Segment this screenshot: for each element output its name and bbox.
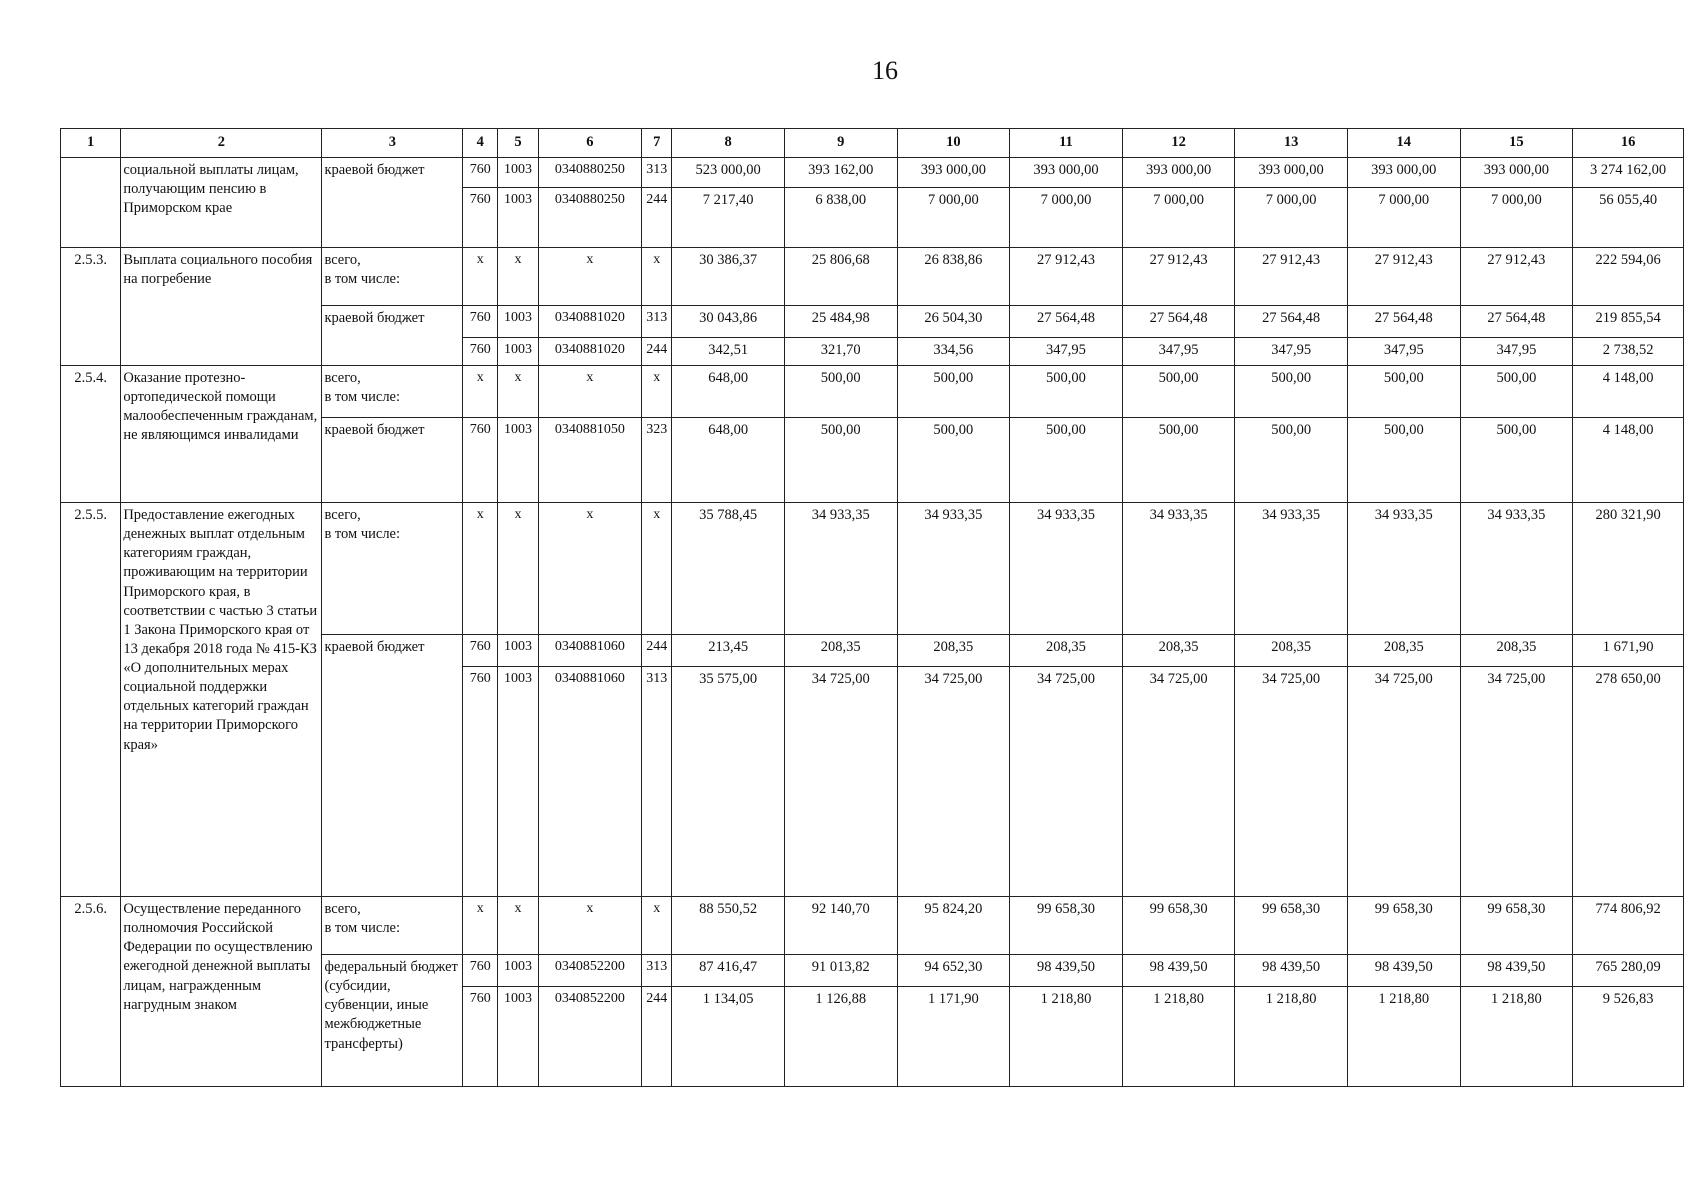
column-header: 2 xyxy=(121,129,322,158)
value-cell: 7 000,00 xyxy=(1010,188,1123,248)
value-cell: 500,00 xyxy=(897,366,1010,418)
value-cell: 34 725,00 xyxy=(1235,667,1348,897)
value-cell: 7 000,00 xyxy=(1460,188,1573,248)
code-cell: х xyxy=(498,366,538,418)
total-cell: 4 148,00 xyxy=(1573,366,1684,418)
value-cell: 88 550,52 xyxy=(672,897,785,955)
funding-source: краевой бюджет xyxy=(322,635,463,897)
funding-source: всего, в том числе: xyxy=(322,897,463,955)
table-row xyxy=(61,503,1684,635)
value-cell: 7 000,00 xyxy=(1347,188,1460,248)
code-cell: 0340852200 xyxy=(538,955,642,987)
total-cell: 774 806,92 xyxy=(1573,897,1684,955)
value-cell: 34 933,35 xyxy=(1235,503,1348,635)
code-cell: 1003 xyxy=(498,188,538,248)
value-cell: 27 912,43 xyxy=(1460,248,1573,306)
value-cell: 347,95 xyxy=(1122,338,1235,366)
total-cell: 2 738,52 xyxy=(1573,338,1684,366)
value-cell: 34 725,00 xyxy=(1347,667,1460,897)
value-cell: 27 912,43 xyxy=(1347,248,1460,306)
code-cell: 1003 xyxy=(498,306,538,338)
value-cell: 98 439,50 xyxy=(1235,955,1348,987)
code-cell: 244 xyxy=(642,987,672,1087)
total-cell: 278 650,00 xyxy=(1573,667,1684,897)
value-cell: 500,00 xyxy=(1460,418,1573,503)
value-cell: 393 000,00 xyxy=(1010,158,1123,188)
column-header: 6 xyxy=(538,129,642,158)
value-cell: 34 725,00 xyxy=(897,667,1010,897)
total-cell: 9 526,83 xyxy=(1573,987,1684,1087)
value-cell: 27 912,43 xyxy=(1010,248,1123,306)
value-cell: 500,00 xyxy=(1347,418,1460,503)
value-cell: 95 824,20 xyxy=(897,897,1010,955)
value-cell: 34 725,00 xyxy=(1460,667,1573,897)
code-cell: 760 xyxy=(463,635,498,667)
code-cell: 313 xyxy=(642,306,672,338)
value-cell: 26 838,86 xyxy=(897,248,1010,306)
value-cell: 27 564,48 xyxy=(1235,306,1348,338)
value-cell: 27 564,48 xyxy=(1460,306,1573,338)
measure-name: социальной выплаты лицам, получающим пенсию в Приморском крае xyxy=(121,158,322,248)
code-cell: 313 xyxy=(642,667,672,897)
code-cell: 760 xyxy=(463,338,498,366)
code-cell: х xyxy=(463,503,498,635)
code-cell: 323 xyxy=(642,418,672,503)
code-cell: 760 xyxy=(463,667,498,897)
value-cell: 1 218,80 xyxy=(1347,987,1460,1087)
code-cell: 1003 xyxy=(498,667,538,897)
value-cell: 98 439,50 xyxy=(1122,955,1235,987)
code-cell: 1003 xyxy=(498,955,538,987)
code-cell: 760 xyxy=(463,306,498,338)
value-cell: 34 933,35 xyxy=(784,503,897,635)
row-number-cell: 2.5.5. xyxy=(61,503,121,897)
code-cell: х xyxy=(538,248,642,306)
code-cell: х xyxy=(642,366,672,418)
value-cell: 208,35 xyxy=(784,635,897,667)
value-cell: 500,00 xyxy=(1347,366,1460,418)
value-cell: 25 806,68 xyxy=(784,248,897,306)
measure-name: Осуществление переданного полномочия Российской Федерации по осуществлению ежегодной денежной выплаты лицам, награжденным нагрудным знаком xyxy=(121,897,322,1087)
value-cell: 1 218,80 xyxy=(1010,987,1123,1087)
code-cell: х xyxy=(538,503,642,635)
value-cell: 523 000,00 xyxy=(672,158,785,188)
value-cell: 334,56 xyxy=(897,338,1010,366)
value-cell: 208,35 xyxy=(897,635,1010,667)
value-cell: 34 725,00 xyxy=(784,667,897,897)
column-header: 14 xyxy=(1347,129,1460,158)
code-cell: 244 xyxy=(642,338,672,366)
row-number-cell: 2.5.3. xyxy=(61,248,121,366)
measure-name: Предоставление ежегодных денежных выплат отдельным категориям граждан, проживающим на территории Приморского края, в соответствии с частью 3 статьи 1 Закона Приморского края от 13 декабря 2018 года № 415-КЗ «О дополнительных мерах социальной поддержки отдельных категорий граждан на территории Приморского края» xyxy=(121,503,322,897)
value-cell: 500,00 xyxy=(897,418,1010,503)
code-cell: 0340881050 xyxy=(538,418,642,503)
value-cell: 1 218,80 xyxy=(1122,987,1235,1087)
value-cell: 99 658,30 xyxy=(1010,897,1123,955)
total-cell: 219 855,54 xyxy=(1573,306,1684,338)
column-header: 5 xyxy=(498,129,538,158)
value-cell: 208,35 xyxy=(1347,635,1460,667)
code-cell: 1003 xyxy=(498,338,538,366)
page-number: 16 xyxy=(872,56,898,85)
code-cell: х xyxy=(538,366,642,418)
value-cell: 7 000,00 xyxy=(897,188,1010,248)
value-cell: 393 000,00 xyxy=(1460,158,1573,188)
code-cell: 0340880250 xyxy=(538,158,642,188)
value-cell: 500,00 xyxy=(1460,366,1573,418)
value-cell: 30 043,86 xyxy=(672,306,785,338)
code-cell: 1003 xyxy=(498,158,538,188)
value-cell: 1 134,05 xyxy=(672,987,785,1087)
value-cell: 500,00 xyxy=(1010,366,1123,418)
code-cell: 760 xyxy=(463,188,498,248)
column-header: 8 xyxy=(672,129,785,158)
column-header: 12 xyxy=(1122,129,1235,158)
value-cell: 208,35 xyxy=(1460,635,1573,667)
column-header: 15 xyxy=(1460,129,1573,158)
value-cell: 342,51 xyxy=(672,338,785,366)
value-cell: 7 000,00 xyxy=(1122,188,1235,248)
code-cell: 760 xyxy=(463,955,498,987)
code-cell: 760 xyxy=(463,158,498,188)
value-cell: 35 575,00 xyxy=(672,667,785,897)
value-cell: 34 933,35 xyxy=(1460,503,1573,635)
code-cell: х xyxy=(498,248,538,306)
table-row xyxy=(61,897,1684,955)
code-cell: х xyxy=(642,897,672,955)
code-cell: 0340880250 xyxy=(538,188,642,248)
column-header: 10 xyxy=(897,129,1010,158)
total-cell: 3 274 162,00 xyxy=(1573,158,1684,188)
value-cell: 393 000,00 xyxy=(1347,158,1460,188)
value-cell: 99 658,30 xyxy=(1235,897,1348,955)
value-cell: 500,00 xyxy=(1235,366,1348,418)
value-cell: 25 484,98 xyxy=(784,306,897,338)
value-cell: 393 162,00 xyxy=(784,158,897,188)
value-cell: 321,70 xyxy=(784,338,897,366)
funding-source: краевой бюджет xyxy=(322,158,463,248)
value-cell: 27 564,48 xyxy=(1347,306,1460,338)
total-cell: 56 055,40 xyxy=(1573,188,1684,248)
value-cell: 98 439,50 xyxy=(1347,955,1460,987)
value-cell: 34 933,35 xyxy=(1010,503,1123,635)
value-cell: 98 439,50 xyxy=(1010,955,1123,987)
value-cell: 6 838,00 xyxy=(784,188,897,248)
value-cell: 347,95 xyxy=(1460,338,1573,366)
value-cell: 27 564,48 xyxy=(1010,306,1123,338)
value-cell: 35 788,45 xyxy=(672,503,785,635)
value-cell: 7 000,00 xyxy=(1235,188,1348,248)
code-cell: 0340881020 xyxy=(538,306,642,338)
code-cell: х xyxy=(463,897,498,955)
value-cell: 34 725,00 xyxy=(1010,667,1123,897)
value-cell: 393 000,00 xyxy=(1235,158,1348,188)
code-cell: х xyxy=(463,248,498,306)
code-cell: 244 xyxy=(642,635,672,667)
column-header: 4 xyxy=(463,129,498,158)
value-cell: 393 000,00 xyxy=(1122,158,1235,188)
budget-table xyxy=(60,128,1684,1087)
code-cell: х xyxy=(498,897,538,955)
code-cell: 1003 xyxy=(498,418,538,503)
value-cell: 99 658,30 xyxy=(1460,897,1573,955)
value-cell: 99 658,30 xyxy=(1347,897,1460,955)
code-cell: х xyxy=(538,897,642,955)
code-cell: 760 xyxy=(463,987,498,1087)
value-cell: 34 725,00 xyxy=(1122,667,1235,897)
value-cell: 98 439,50 xyxy=(1460,955,1573,987)
value-cell: 99 658,30 xyxy=(1122,897,1235,955)
value-cell: 34 933,35 xyxy=(1122,503,1235,635)
measure-name: Оказание протезно-ортопедической помощи малообеспеченным гражданам, не являющимся инвалидами xyxy=(121,366,322,503)
table-row xyxy=(61,158,1684,188)
code-cell: 1003 xyxy=(498,635,538,667)
code-cell: 1003 xyxy=(498,987,538,1087)
funding-source: всего, в том числе: xyxy=(322,503,463,635)
code-cell: 0340881060 xyxy=(538,635,642,667)
value-cell: 347,95 xyxy=(1010,338,1123,366)
value-cell: 92 140,70 xyxy=(784,897,897,955)
value-cell: 27 564,48 xyxy=(1122,306,1235,338)
value-cell: 7 217,40 xyxy=(672,188,785,248)
total-cell: 1 671,90 xyxy=(1573,635,1684,667)
total-cell: 280 321,90 xyxy=(1573,503,1684,635)
value-cell: 27 912,43 xyxy=(1235,248,1348,306)
row-number-cell: 2.5.6. xyxy=(61,897,121,1087)
measure-name: Выплата социального пособия на погребение xyxy=(121,248,322,366)
value-cell: 91 013,82 xyxy=(784,955,897,987)
value-cell: 34 933,35 xyxy=(897,503,1010,635)
total-cell: 765 280,09 xyxy=(1573,955,1684,987)
value-cell: 87 416,47 xyxy=(672,955,785,987)
value-cell: 208,35 xyxy=(1235,635,1348,667)
value-cell: 1 218,80 xyxy=(1460,987,1573,1087)
table-row xyxy=(61,248,1684,306)
code-cell: х xyxy=(642,503,672,635)
code-cell: х xyxy=(498,503,538,635)
value-cell: 347,95 xyxy=(1347,338,1460,366)
column-header: 7 xyxy=(642,129,672,158)
funding-source: краевой бюджет xyxy=(322,306,463,366)
value-cell: 34 933,35 xyxy=(1347,503,1460,635)
code-cell: 313 xyxy=(642,158,672,188)
code-cell: 313 xyxy=(642,955,672,987)
code-cell: 760 xyxy=(463,418,498,503)
value-cell: 500,00 xyxy=(784,366,897,418)
value-cell: 347,95 xyxy=(1235,338,1348,366)
column-header: 11 xyxy=(1010,129,1123,158)
column-header: 16 xyxy=(1573,129,1684,158)
value-cell: 94 652,30 xyxy=(897,955,1010,987)
column-header: 1 xyxy=(61,129,121,158)
column-header: 13 xyxy=(1235,129,1348,158)
value-cell: 648,00 xyxy=(672,418,785,503)
table-row xyxy=(61,366,1684,418)
code-cell: 0340881020 xyxy=(538,338,642,366)
value-cell: 500,00 xyxy=(1010,418,1123,503)
column-header: 9 xyxy=(784,129,897,158)
value-cell: 30 386,37 xyxy=(672,248,785,306)
value-cell: 648,00 xyxy=(672,366,785,418)
funding-source: всего, в том числе: xyxy=(322,366,463,418)
code-cell: 0340881060 xyxy=(538,667,642,897)
value-cell: 500,00 xyxy=(1122,366,1235,418)
funding-source: федеральный бюджет (субсидии, субвенции, иные межбюджетные трансферты) xyxy=(322,955,463,1087)
value-cell: 208,35 xyxy=(1010,635,1123,667)
value-cell: 1 126,88 xyxy=(784,987,897,1087)
funding-source: краевой бюджет xyxy=(322,418,463,503)
value-cell: 1 218,80 xyxy=(1235,987,1348,1087)
value-cell: 27 912,43 xyxy=(1122,248,1235,306)
code-cell: х xyxy=(463,366,498,418)
column-header: 3 xyxy=(322,129,463,158)
code-cell: 244 xyxy=(642,188,672,248)
value-cell: 213,45 xyxy=(672,635,785,667)
row-number-cell xyxy=(61,158,121,248)
value-cell: 26 504,30 xyxy=(897,306,1010,338)
code-cell: 0340852200 xyxy=(538,987,642,1087)
value-cell: 208,35 xyxy=(1122,635,1235,667)
header-row xyxy=(61,129,1684,158)
value-cell: 500,00 xyxy=(1235,418,1348,503)
value-cell: 500,00 xyxy=(784,418,897,503)
total-cell: 222 594,06 xyxy=(1573,248,1684,306)
code-cell: х xyxy=(642,248,672,306)
funding-source: всего, в том числе: xyxy=(322,248,463,306)
value-cell: 500,00 xyxy=(1122,418,1235,503)
row-number-cell: 2.5.4. xyxy=(61,366,121,503)
total-cell: 4 148,00 xyxy=(1573,418,1684,503)
value-cell: 393 000,00 xyxy=(897,158,1010,188)
value-cell: 1 171,90 xyxy=(897,987,1010,1087)
